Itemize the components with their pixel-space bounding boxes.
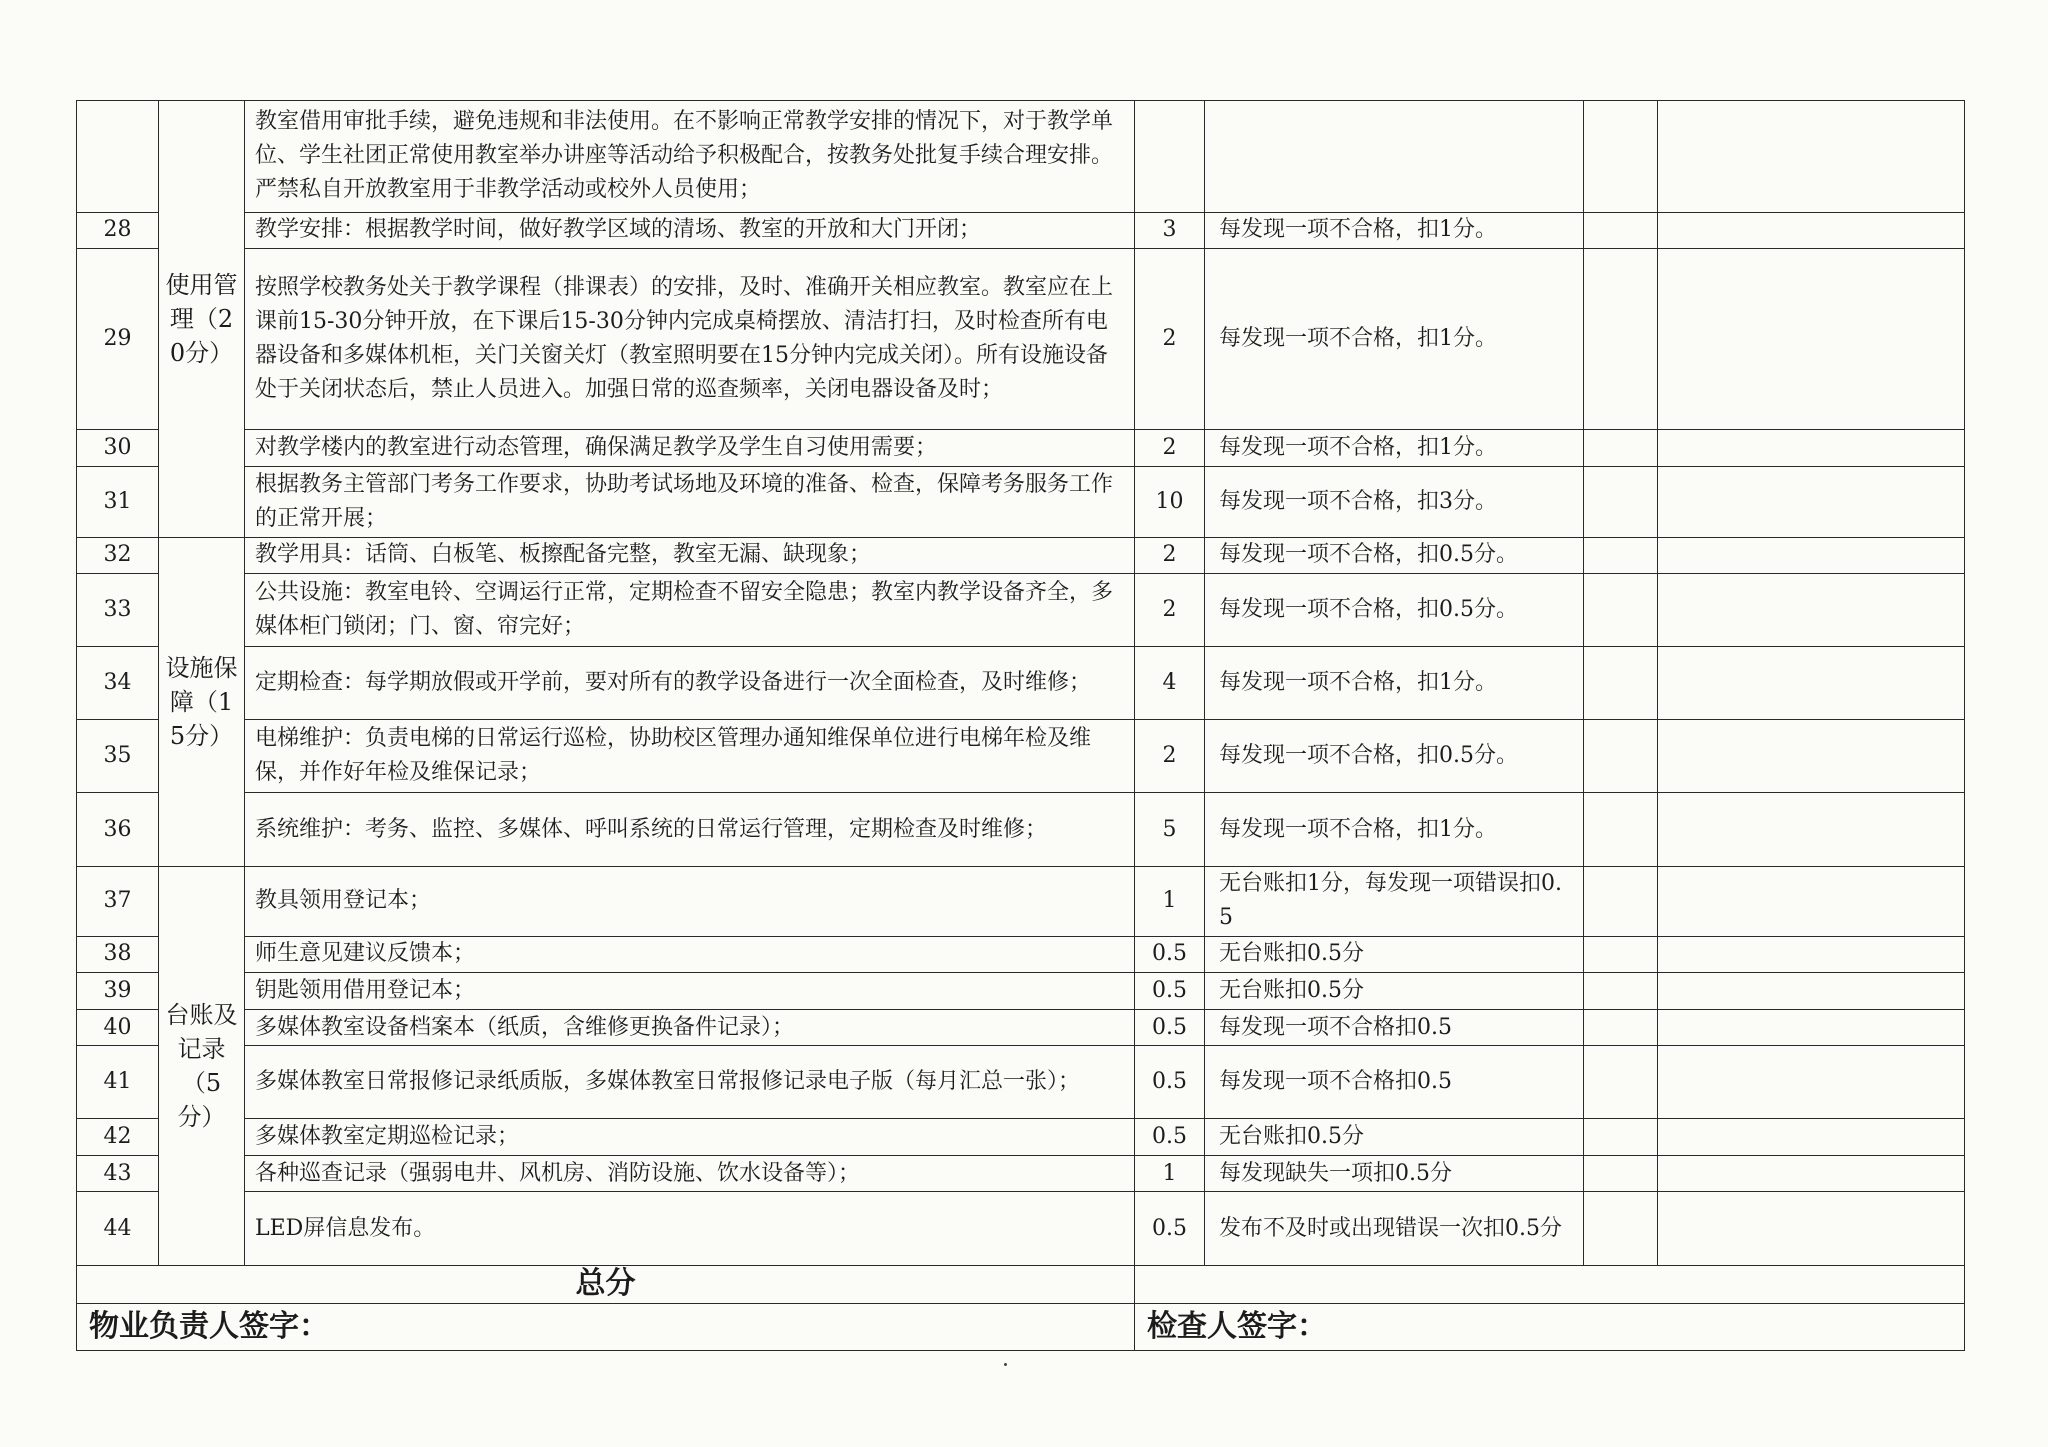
row-content: 多媒体教室设备档案本（纸质，含维修更换备件记录）； bbox=[245, 1009, 1135, 1046]
table-row bbox=[77, 793, 1965, 866]
row-remark bbox=[1658, 936, 1965, 973]
row-deduction bbox=[1584, 1046, 1658, 1119]
row-number: 36 bbox=[77, 793, 159, 866]
row-score: 10 bbox=[1135, 466, 1205, 537]
row-content: 对教学楼内的教室进行动态管理，确保满足教学及学生自习使用需要； bbox=[245, 429, 1135, 466]
row-deduction bbox=[1584, 1155, 1658, 1192]
row-number: 40 bbox=[77, 1009, 159, 1046]
row-number: 38 bbox=[77, 936, 159, 973]
row-content: 教具领用登记本； bbox=[245, 866, 1135, 936]
table-row bbox=[77, 866, 1965, 936]
row-score: 2 bbox=[1135, 720, 1205, 793]
row-score: 2 bbox=[1135, 574, 1205, 647]
row-standard: 无台账扣0.5分 bbox=[1205, 1119, 1584, 1156]
row-content: 多媒体教室日常报修记录纸质版，多媒体教室日常报修记录电子版（每月汇总一张）； bbox=[245, 1046, 1135, 1119]
category-records: 台账及记录（5分） bbox=[159, 866, 245, 1265]
row-content: LED屏信息发布。 bbox=[245, 1192, 1135, 1265]
row-content: 定期检查：每学期放假或开学前，要对所有的教学设备进行一次全面检查，及时维修； bbox=[245, 647, 1135, 720]
row-remark bbox=[1658, 212, 1965, 249]
row-standard: 发布不及时或出现错误一次扣0.5分 bbox=[1205, 1192, 1584, 1265]
row-standard: 每发现一项不合格，扣0.5分。 bbox=[1205, 537, 1584, 574]
row-standard: 每发现一项不合格扣0.5 bbox=[1205, 1009, 1584, 1046]
row-score: 2 bbox=[1135, 429, 1205, 466]
row-deduction bbox=[1584, 249, 1658, 430]
row-content: 公共设施：教室电铃、空调运行正常，定期检查不留安全隐患；教室内教学设备齐全，多媒体柜门锁闭；门、窗、帘完好； bbox=[245, 574, 1135, 647]
row-deduction bbox=[1584, 429, 1658, 466]
row-score: 0.5 bbox=[1135, 936, 1205, 973]
row-deduction bbox=[1584, 1192, 1658, 1265]
row-number: 34 bbox=[77, 647, 159, 720]
row-deduction bbox=[1584, 647, 1658, 720]
row-number: 32 bbox=[77, 537, 159, 574]
row-score: 0.5 bbox=[1135, 1192, 1205, 1265]
row-score: 0.5 bbox=[1135, 1046, 1205, 1119]
row-deduction bbox=[1584, 1009, 1658, 1046]
total-value-field[interactable] bbox=[1135, 1265, 1965, 1304]
row-deduction bbox=[1584, 973, 1658, 1010]
row-standard: 每发现一项不合格，扣1分。 bbox=[1205, 249, 1584, 430]
row-content: 根据教务主管部门考务工作要求，协助考试场地及环境的准备、检查，保障考务服务工作的正常开展； bbox=[245, 466, 1135, 537]
row-deduction bbox=[1584, 537, 1658, 574]
row-deduction bbox=[1584, 466, 1658, 537]
row-standard: 每发现一项不合格，扣1分。 bbox=[1205, 647, 1584, 720]
row-standard: 每发现一项不合格，扣3分。 bbox=[1205, 466, 1584, 537]
row-remark bbox=[1658, 1009, 1965, 1046]
table-row bbox=[77, 212, 1965, 249]
table-row bbox=[77, 537, 1965, 574]
row-remark bbox=[1658, 973, 1965, 1010]
table-row bbox=[77, 466, 1965, 537]
row-deduction bbox=[1584, 793, 1658, 866]
row-score: 1 bbox=[1135, 1155, 1205, 1192]
row-deduction bbox=[1584, 574, 1658, 647]
row-deduction bbox=[1584, 720, 1658, 793]
row-remark bbox=[1658, 101, 1965, 213]
table-row bbox=[77, 249, 1965, 430]
row-remark bbox=[1658, 1046, 1965, 1119]
row-number: 44 bbox=[77, 1192, 159, 1265]
row-number: 29 bbox=[77, 249, 159, 430]
row-remark bbox=[1658, 537, 1965, 574]
row-number bbox=[77, 101, 159, 213]
table-row bbox=[77, 1155, 1965, 1192]
scan-speck bbox=[1004, 1363, 1007, 1366]
total-label: 总分 bbox=[77, 1265, 1135, 1304]
row-deduction bbox=[1584, 1119, 1658, 1156]
row-remark bbox=[1658, 1192, 1965, 1265]
row-content: 系统维护：考务、监控、多媒体、呼叫系统的日常运行管理，定期检查及时维修； bbox=[245, 793, 1135, 866]
row-content: 教学安排：根据教学时间，做好教学区域的清场、教室的开放和大门开闭； bbox=[245, 212, 1135, 249]
table-row bbox=[77, 574, 1965, 647]
inspection-table bbox=[76, 100, 1965, 1351]
row-number: 42 bbox=[77, 1119, 159, 1156]
row-standard: 每发现一项不合格扣0.5 bbox=[1205, 1046, 1584, 1119]
row-score: 1 bbox=[1135, 866, 1205, 936]
table-row bbox=[77, 1046, 1965, 1119]
row-number: 37 bbox=[77, 866, 159, 936]
row-standard: 每发现一项不合格，扣1分。 bbox=[1205, 429, 1584, 466]
inspector-signature[interactable]: 检查人签字： bbox=[1135, 1304, 1965, 1351]
row-score: 0.5 bbox=[1135, 973, 1205, 1010]
row-deduction bbox=[1584, 101, 1658, 213]
row-number: 35 bbox=[77, 720, 159, 793]
row-content: 各种巡查记录（强弱电井、风机房、消防设施、饮水设备等）； bbox=[245, 1155, 1135, 1192]
table-row bbox=[77, 1009, 1965, 1046]
row-remark bbox=[1658, 793, 1965, 866]
table-row bbox=[77, 973, 1965, 1010]
row-standard: 无台账扣0.5分 bbox=[1205, 973, 1584, 1010]
row-score: 4 bbox=[1135, 647, 1205, 720]
row-deduction bbox=[1584, 936, 1658, 973]
row-score: 2 bbox=[1135, 249, 1205, 430]
table-row bbox=[77, 429, 1965, 466]
row-number: 39 bbox=[77, 973, 159, 1010]
row-number: 30 bbox=[77, 429, 159, 466]
row-content: 按照学校教务处关于教学课程（排课表）的安排，及时、准确开关相应教室。教室应在上课前15-30分钟开放，在下课后15-30分钟内完成桌椅摆放、清洁打扫，及时检查所有电器设备和多媒体机柜，关门关窗关灯（教室照明要在15分钟内完成关闭）。所有设施设备处于关闭状态后，禁止人员进入。加强日常的巡查频率，关闭电器设备及时； bbox=[245, 249, 1135, 430]
row-standard: 每发现一项不合格，扣1分。 bbox=[1205, 793, 1584, 866]
row-remark bbox=[1658, 466, 1965, 537]
row-remark bbox=[1658, 574, 1965, 647]
row-standard: 无台账扣0.5分 bbox=[1205, 936, 1584, 973]
row-remark bbox=[1658, 647, 1965, 720]
row-content: 钥匙领用借用登记本； bbox=[245, 973, 1135, 1010]
row-number: 31 bbox=[77, 466, 159, 537]
row-score: 0.5 bbox=[1135, 1119, 1205, 1156]
row-standard: 每发现一项不合格，扣0.5分。 bbox=[1205, 574, 1584, 647]
row-score: 5 bbox=[1135, 793, 1205, 866]
row-remark bbox=[1658, 249, 1965, 430]
row-standard bbox=[1205, 101, 1584, 213]
row-number: 33 bbox=[77, 574, 159, 647]
table-row bbox=[77, 1192, 1965, 1265]
category-usage: 使用管理（20分） bbox=[159, 101, 245, 538]
row-remark bbox=[1658, 720, 1965, 793]
row-content: 电梯维护：负责电梯的日常运行巡检，协助校区管理办通知维保单位进行电梯年检及维保，并作好年检及维保记录； bbox=[245, 720, 1135, 793]
table-row bbox=[77, 936, 1965, 973]
inspection-table-sheet bbox=[76, 100, 1964, 1351]
row-number: 28 bbox=[77, 212, 159, 249]
property-manager-signature[interactable]: 物业负责人签字： bbox=[77, 1304, 1135, 1351]
row-standard: 每发现缺失一项扣0.5分 bbox=[1205, 1155, 1584, 1192]
row-deduction bbox=[1584, 212, 1658, 249]
row-remark bbox=[1658, 866, 1965, 936]
row-content: 教室借用审批手续，避免违规和非法使用。在不影响正常教学安排的情况下，对于教学单位、学生社团正常使用教室举办讲座等活动给予积极配合，按教务处批复手续合理安排。严禁私自开放教室用于非教学活动或校外人员使用； bbox=[245, 101, 1135, 213]
row-score bbox=[1135, 101, 1205, 213]
row-content: 师生意见建议反馈本； bbox=[245, 936, 1135, 973]
row-remark bbox=[1658, 1155, 1965, 1192]
category-facility: 设施保障（15分） bbox=[159, 537, 245, 866]
row-standard: 无台账扣1分，每发现一项错误扣0.5 bbox=[1205, 866, 1584, 936]
row-standard: 每发现一项不合格，扣1分。 bbox=[1205, 212, 1584, 249]
row-number: 41 bbox=[77, 1046, 159, 1119]
row-content: 教学用具：话筒、白板笔、板擦配备完整，教室无漏、缺现象； bbox=[245, 537, 1135, 574]
signature-row bbox=[77, 1304, 1965, 1351]
row-standard: 每发现一项不合格，扣0.5分。 bbox=[1205, 720, 1584, 793]
row-score: 2 bbox=[1135, 537, 1205, 574]
table-row bbox=[77, 647, 1965, 720]
row-content: 多媒体教室定期巡检记录； bbox=[245, 1119, 1135, 1156]
row-remark bbox=[1658, 429, 1965, 466]
row-deduction bbox=[1584, 866, 1658, 936]
table-row bbox=[77, 720, 1965, 793]
table-row bbox=[77, 101, 1965, 213]
table-row bbox=[77, 1119, 1965, 1156]
total-row bbox=[77, 1265, 1965, 1304]
row-score: 3 bbox=[1135, 212, 1205, 249]
row-remark bbox=[1658, 1119, 1965, 1156]
row-number: 43 bbox=[77, 1155, 159, 1192]
row-score: 0.5 bbox=[1135, 1009, 1205, 1046]
